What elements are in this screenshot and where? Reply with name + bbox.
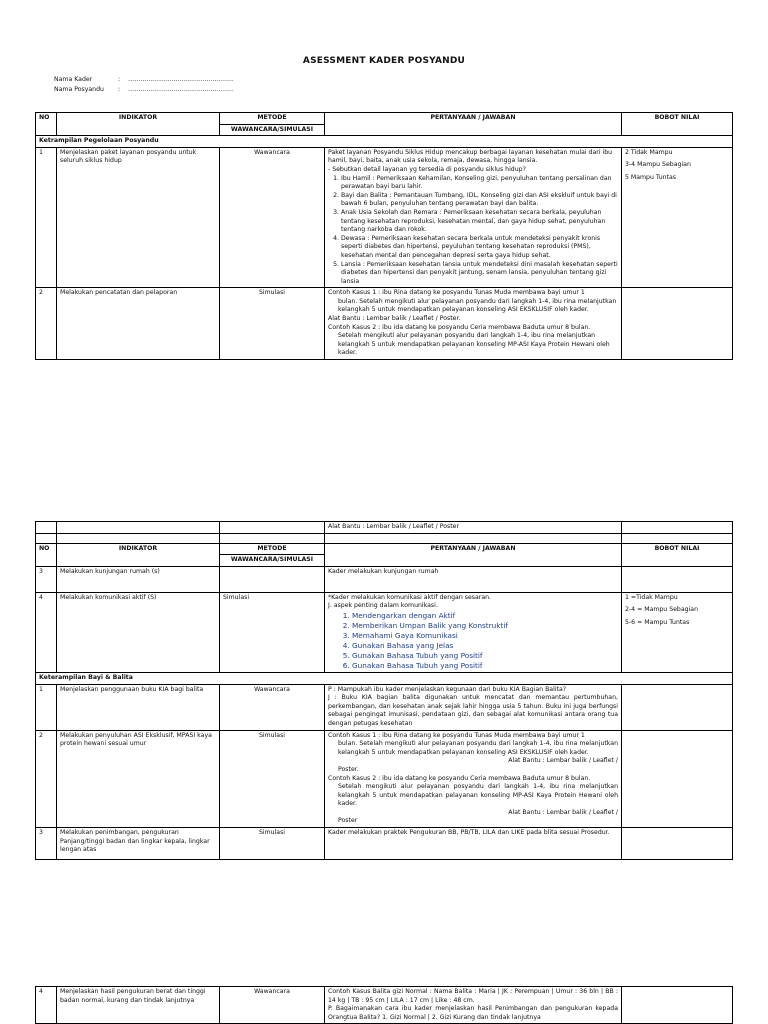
case-body: Setelah mengikuti alur pelayanan posyandu dari langkah 1-4, ibu rina melanjutkan kelangkah 5 untuk mendapatkan pelayanan konseling MP-ASI Kaya Protein Hewani oleh kader.: [338, 332, 610, 357]
row-number: 3: [36, 828, 57, 860]
indikator-cell: Melakukan pencatatan dan pelaporan: [57, 288, 220, 360]
case-heading: Contoh Kasus 1 : ibu Rina datang ke posyandu Tunas Muda membawa bayi umur 1: [328, 289, 585, 297]
header-indikator: INDIKATOR: [57, 113, 220, 136]
paragraph: J. aspek penting dalam komunikasi.: [328, 602, 438, 610]
pertanyaan-cell: [325, 592, 622, 672]
list-item: 2. Bayi dan Balita : Pemantauan Tumbang, IDL, Konseling gizi dan ASI ekskluif untuk bayi di bawah 6 bulan, penyuluhan tentang perawatan bayi dan balita.: [341, 192, 618, 209]
case-heading: Contoh Kasus 2 : ibu ida datang ke posyandu Ceria membawa Baduta umur 8 bulan.: [328, 323, 591, 331]
header-row: [36, 543, 733, 555]
row-number: 1: [36, 684, 57, 730]
header-metode-sub: WAWANCARA/SIMULASI: [220, 555, 325, 567]
section-row: [36, 136, 733, 148]
bobot-cell: [622, 987, 733, 1024]
bobot-cell: [622, 566, 733, 592]
score-option: 2-4 = Mampu Sebagian: [625, 606, 699, 614]
pertanyaan-cell: [325, 684, 622, 730]
metode-cell: Simulasi: [220, 730, 325, 828]
question: P. Bagaimanakan cara ibu kader menjelaskan hasil Penimbangan dan pengukuran kepada Orangtua Balita? 1. Gizi Normal | 2. Gizi Kurang dan tindak lanjutnya: [328, 1005, 618, 1021]
row-number: 4: [36, 592, 57, 672]
table-row: [36, 684, 733, 730]
pertanyaan-cell: [325, 987, 622, 1024]
header-indikator: INDIKATOR: [57, 543, 220, 566]
metode-cell: Simulasi: [220, 288, 325, 360]
header-metode-sub: WAWANCARA/SIMULASI: [220, 124, 325, 136]
score-option: 1 =Tidak Mampu: [625, 593, 678, 601]
list-item: 4. Dewasa : Pemeriksaan kesehatan secara berkala untuk mendeteksi penyakit kronis seperti diabetes dan hipertensi, peyuluhan tentang kesehatan reproduksi (PMS), kesehatan mental dan pencegahan depresi serta gaya hidup sehat.: [341, 235, 618, 261]
case-heading: Contoh Kasus 2 : ibu ida datang ke posyandu Ceria membawa Baduta umur 8 bulan.: [328, 774, 591, 782]
score-option: 5-6 = Mampu Tuntas: [625, 618, 690, 626]
header-bobot: BOBOT NILAI: [622, 113, 733, 136]
indikator-cell: Menjelaskan hasil pengukuran berat dan tinggi badan normal, kurang dan tindak lanjutnya: [57, 987, 220, 1024]
section-title: Keterampilan Bayi & Balita: [36, 672, 733, 684]
header-bobot: BOBOT NILAI: [622, 543, 733, 566]
row-number: 2: [36, 288, 57, 360]
bobot-cell: [622, 730, 733, 828]
case-body: bulan. Setelah mengikuti alur pelayanan posyandu dari langkah 1-4, ibu rina melanjutkan kelangkah 5 untuk mendapatkan pelayanan konseling ASI EKSKLUSIF oleh kader.: [338, 740, 618, 756]
indikator-cell: Melakukan penyuluhan ASI Eksklusif, MPASI kaya protein hewani sesuai umur: [57, 730, 220, 828]
table-row: [36, 288, 733, 360]
table-row: [36, 566, 733, 592]
list-item: 4. Gunakan Bahasa yang Jelas: [352, 641, 618, 651]
score-option: 3-4 Mampu Sebagian: [625, 161, 691, 169]
indikator-cell: Menjelaskan penggunaan buku KIA bagi balita: [57, 684, 220, 730]
metode-cell: Simulasi: [220, 592, 325, 672]
tools-note: Alat Bantu : Lembar balik / Leaflet /: [508, 757, 618, 765]
pertanyaan-cell: [325, 730, 622, 828]
question: P : Mampukah ibu kader menjelaskan kegunaan dari buku KIA Bagian Balita?: [328, 685, 567, 693]
indikator-cell: Menjelaskan paket layanan posyandu untuk seluruh siklus hidup: [57, 147, 220, 288]
paragraph: Paket layanan Posyandu Siklus Hidup mencakup berbagai layanan kesehatan mulai dari ibu hamil, bayi, baita, anak usia sekola, remaja, dewasa, hingga lansia.: [328, 148, 613, 165]
metode-cell: Wawancara: [220, 147, 325, 288]
table-row: [36, 730, 733, 828]
list-item: 6. Gunakan Bahasa Tubuh yang Positif: [352, 661, 618, 671]
tools-note: Alat Bantu : Lembar balik / Leaflet / Poster.: [328, 315, 461, 323]
metode-cell: Wawancara: [220, 987, 325, 1024]
case-body: Setelah mengikuti alur pelayanan posyandu dari langkah 1-4, ibu rina melanjutkan kelangkah 5 untuk mendapatkan pelayanan konseling MP-ASI Kaya Protein Hewani oleh kader.: [338, 783, 618, 808]
field-value[interactable]: ……………………………………………: [128, 86, 234, 93]
field-nama-kader: [54, 76, 233, 83]
table-row: [36, 828, 733, 860]
service-list: [328, 175, 618, 287]
table-row: [36, 592, 733, 672]
pertanyaan-cell: [325, 288, 622, 360]
pertanyaan-cell: Kader melakukan kunjungan rumah: [325, 566, 622, 592]
table-row: [36, 987, 733, 1024]
case-heading: Contoh Kasus Balita gizi Normal : Nama Balita : Maria | JK : Perempuan | Umur : 36 bln | BB : 14 kg | TB : 95 cm | LILA : 17 cm | Like : 48 cm.: [328, 988, 618, 1004]
row-number: 4: [36, 987, 57, 1024]
header-no: NO: [36, 113, 57, 136]
bobot-cell: [622, 288, 733, 360]
score-option: 2 Tidak Mampu: [625, 148, 673, 156]
table-row: [36, 522, 733, 534]
indikator-cell: Melakukan komunikasi aktif (S): [57, 592, 220, 672]
tools-note: Poster.: [338, 765, 359, 773]
header-metode: METODE: [220, 113, 325, 125]
assessment-table-1: [35, 112, 733, 360]
answer: J : Buku KIA bagian balita digunakan untuk mencatat dan memantau pertumbuhan, perkembangan, dan kesehatan anak sejak lahir hingga usia 5 tahun. Buku ini juga berfungsi sebagai pengingat imunisasi, pendataan gizi, dan sebagai alat komunikasi antara orang tua dengan petugas kesehatan: [328, 694, 618, 727]
list-item: 3. Memahami Gaya Komunikasi: [352, 631, 618, 641]
list-item: 5. Lansia : Pemeriksaan kesehatan lansia untuk mendeteksi dini masalah kesehatan seperti diabetes dan hipertensi dan penyakit jantung, senam lansia, penyuluhan tentang gizi lansia: [341, 261, 618, 287]
spacer-row: [36, 533, 733, 543]
tools-note: Alat Bantu : Lembar balik / Leaflet / Poster: [325, 522, 622, 534]
tools-note: Poster: [338, 817, 358, 825]
bobot-cell: [622, 592, 733, 672]
section-row: [36, 672, 733, 684]
field-colon: :: [118, 86, 121, 93]
bobot-cell: [622, 828, 733, 860]
bobot-cell: [622, 147, 733, 288]
header-pertanyaan: PERTANYAAN / JAWABAN: [325, 543, 622, 566]
row-number: 1: [36, 147, 57, 288]
document-title: ASESSMENT KADER POSYANDU: [302, 56, 466, 66]
metode-cell: Wawancara: [220, 684, 325, 730]
case-body: bulan. Setelah mengikuti alur pelayanan posyandu dari langkah 1-4, ibu rina melanjutkan kelangkah 5 untuk mendapatkan pelayanan konseling ASI EKSKLUSIF oleh kader.: [338, 297, 617, 314]
pertanyaan-cell: Kader melakukan praktek Pengukuran BB, PB/TB, LILA dan LIKE pada blita sesuai Prosedur.: [325, 828, 622, 860]
field-label: Nama Posyandu: [54, 86, 104, 93]
field-label: Nama Kader: [54, 76, 93, 83]
table-row: [36, 147, 733, 288]
pertanyaan-cell: [325, 147, 622, 288]
tools-note: Alat Bantu : Lembar balik / Leaflet /: [508, 808, 618, 816]
section-title: Ketrampilan Pegelolaan Posyandu: [36, 136, 733, 148]
list-item: 1. Mendengarkan dengan Aktif: [352, 611, 618, 621]
bobot-cell: [622, 684, 733, 730]
list-item: 1. Ibu Hamil : Pemeriksaan Kehamilan, Konseling gizi, penyuluhan tentang persalinan dan perawatan bayi baru lahir.: [341, 175, 618, 192]
score-option: 5 Mampu Tuntas: [625, 173, 676, 181]
list-item: 5. Gunakan Bahasa Tubuh yang Positif: [352, 651, 618, 661]
header-metode: METODE: [220, 543, 325, 555]
field-nama-posyandu: [54, 86, 233, 93]
row-number: 2: [36, 730, 57, 828]
paragraph: - Sebutkan detail layanan yg tersedia di posyandu siklus hidup?: [328, 165, 526, 173]
list-item: 2. Memberikan Umpan Balik yang Konstruktif: [352, 621, 618, 631]
communication-list: [328, 611, 618, 671]
indikator-cell: Melakukan penimbangan, pengukuran Panjang/tinggi badan dan lingkar kepala, lingkar lengan atas: [57, 828, 220, 860]
header-no: NO: [36, 543, 57, 566]
field-colon: :: [118, 76, 121, 83]
list-item: 3. Anak Usia Sekolah dan Remara : Pemeriksaan kesehatan secara berkala, peyuluhan tentang kesehatan reproduksi, kesehatan mental, dan gaya hidup sehat, penyuluhan tentang narkoba dan rokok.: [341, 209, 618, 235]
case-heading: Contoh Kasus 1 : ibu Rina datang ke posyandu Tunas Muda membawa bayi umur 1: [328, 731, 585, 739]
header-row: [36, 113, 733, 125]
paragraph: *Kader melakukan komunikasi aktif dengan sesaran.: [328, 593, 492, 601]
row-number: 3: [36, 566, 57, 592]
header-pertanyaan: PERTANYAAN / JAWABAN: [325, 113, 622, 136]
indikator-cell: Melakukan kunjungan rumah (s): [57, 566, 220, 592]
assessment-table-3: [35, 986, 733, 1024]
field-value[interactable]: ……………………………………………: [128, 76, 234, 83]
metode-cell: Simulasi: [220, 828, 325, 860]
assessment-table-2: [35, 521, 733, 860]
metode-cell: [220, 566, 325, 592]
